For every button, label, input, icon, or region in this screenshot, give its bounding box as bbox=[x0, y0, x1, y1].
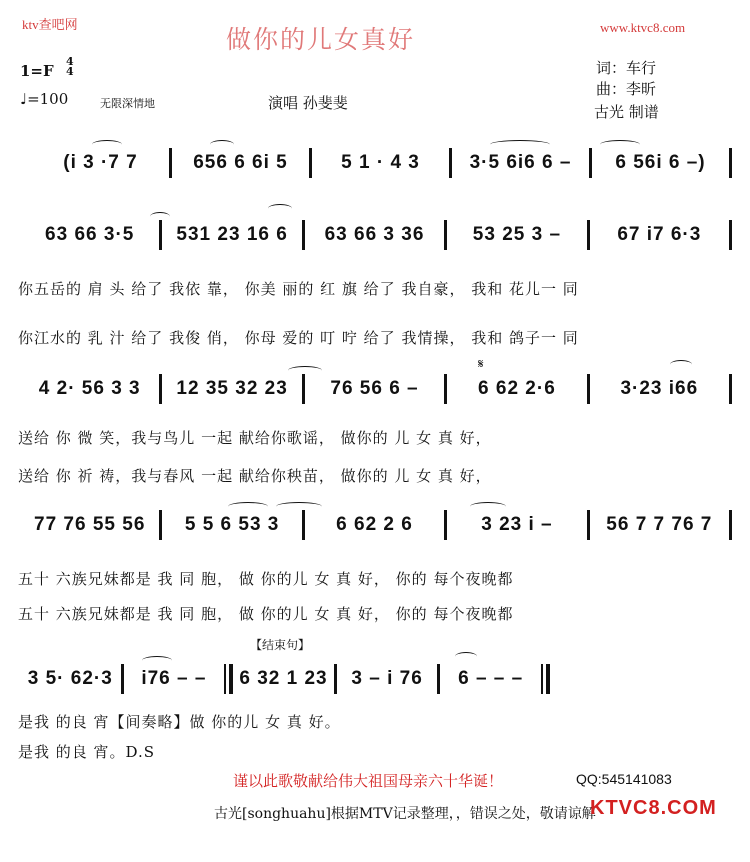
lyric-line: 是我 的良 宵【间奏略】做 你的儿 女 真 好。 bbox=[18, 713, 341, 731]
measure: 3 5· 62·3 bbox=[27, 668, 113, 689]
measure: i76 – – bbox=[141, 668, 207, 689]
watermark-top-left: ktv查吧网 bbox=[22, 17, 78, 32]
lyric-line: 送给 你 祈 祷，我与春风 一起 献给你秧苗， 做你的 儿 女 真 好， bbox=[18, 467, 492, 485]
lyric-line: 你五岳的 肩 头 给了 我依 靠， 你美 丽的 红 旗 给了 我自豪， 我和 花儿一 同 bbox=[18, 280, 579, 298]
fermata-icon bbox=[455, 652, 477, 661]
slur bbox=[92, 140, 122, 149]
singer-credit: 演唱 孙斐斐 bbox=[268, 94, 348, 112]
slur bbox=[276, 502, 322, 511]
slur bbox=[600, 140, 640, 149]
measure: 6 56i 6 –) bbox=[615, 152, 706, 173]
measure: 3·23 i66 bbox=[620, 378, 699, 399]
slur bbox=[228, 502, 268, 511]
ktvc8-logo: KTVC8.COM bbox=[590, 797, 717, 819]
score-line-4 bbox=[20, 510, 732, 540]
slur bbox=[288, 366, 322, 375]
score-line-3 bbox=[20, 374, 732, 404]
dedication-text: 谨以此歌敬献给伟大祖国母亲六十华诞！ bbox=[233, 772, 504, 790]
lyric-line: 你江水的 乳 汁 给了 我俊 俏， 你母 爱的 叮 咛 给了 我情操， 我和 鸽子一 同 bbox=[18, 329, 579, 347]
measure: 3 23 i – bbox=[481, 514, 553, 535]
slur bbox=[490, 140, 550, 149]
measure: 531 23 16 6 bbox=[176, 224, 288, 245]
qq-contact: QQ:545141083 bbox=[576, 771, 672, 787]
tempo-mark: ♩=100 bbox=[20, 90, 69, 108]
lyric-line: 五十 六族兄妹都是 我 同 胞， 做 你的儿 女 真 好， 你的 每个夜晚都 bbox=[18, 605, 514, 623]
measure: 12 35 32 23 bbox=[176, 378, 288, 399]
measure: 6 62 2·6 bbox=[478, 378, 556, 399]
measure: 656 6 6i 5 bbox=[193, 152, 288, 173]
lyric-line: 是我 的良 宵。D.S bbox=[18, 743, 156, 761]
measure: 5 5 6 53 3 bbox=[184, 514, 280, 535]
measure: 53 25 3 – bbox=[472, 224, 562, 245]
final-barline bbox=[541, 664, 550, 694]
measure: 6 – – – bbox=[458, 668, 524, 689]
slur bbox=[470, 502, 506, 511]
key-signature: 1=F bbox=[20, 62, 54, 80]
measure: 56 7 7 76 7 bbox=[606, 514, 713, 535]
measure: 5 1 · 4 3 bbox=[341, 152, 420, 173]
measure: 6 62 2 6 bbox=[336, 514, 413, 535]
song-title: 做你的儿女真好 bbox=[226, 25, 416, 54]
expression-mark: 无限深情地 bbox=[100, 97, 155, 110]
slur bbox=[150, 212, 170, 221]
barline bbox=[729, 374, 732, 404]
lyric-line: 五十 六族兄妹都是 我 同 胞， 做 你的儿 女 真 好， 你的 每个夜晚都 bbox=[18, 570, 514, 588]
double-barline bbox=[224, 664, 233, 694]
lyric-line: 送给 你 微 笑，我与鸟儿 一起 献给你歌谣， 做你的 儿 女 真 好， bbox=[18, 429, 492, 447]
measure: 77 76 55 56 bbox=[34, 514, 146, 535]
measure: 63 66 3 36 bbox=[324, 224, 425, 245]
measure: 3·5 6i6 6 – bbox=[469, 152, 572, 173]
segno-icon: 𝄋 bbox=[478, 357, 484, 372]
measure: 4 2· 56 3 3 bbox=[38, 378, 141, 399]
score-line-1 bbox=[20, 148, 732, 178]
barline bbox=[729, 148, 732, 178]
slur bbox=[268, 204, 292, 213]
barline bbox=[729, 220, 732, 250]
measure: 76 56 6 – bbox=[330, 378, 419, 399]
measure: 3 – i 76 bbox=[351, 668, 423, 689]
measure: 67 i7 6·3 bbox=[617, 224, 702, 245]
time-signature: 4 4 bbox=[66, 55, 74, 78]
slur bbox=[142, 656, 172, 665]
measure: 6 32 1 23 bbox=[239, 668, 328, 689]
measure: 63 66 3·5 bbox=[45, 224, 135, 245]
arranger-credit: 古光 制谱 bbox=[594, 103, 659, 121]
composer-credit: 曲：李昕 bbox=[596, 80, 657, 98]
barline bbox=[729, 510, 732, 540]
slur bbox=[210, 140, 234, 149]
lyricist-credit: 词：车行 bbox=[596, 59, 657, 77]
score-line-5 bbox=[20, 664, 550, 694]
transcriber-credit: 古光[songhuahu]根据MTV记录整理，，错误之处，敬请谅解 bbox=[214, 806, 596, 822]
score-line-2 bbox=[20, 220, 732, 250]
measure: (i 3 ·7 7 bbox=[63, 152, 138, 173]
ending-label: 【结束句】 bbox=[250, 638, 311, 652]
slur bbox=[670, 360, 692, 369]
watermark-top-right: www.ktvc8.com bbox=[600, 20, 686, 35]
